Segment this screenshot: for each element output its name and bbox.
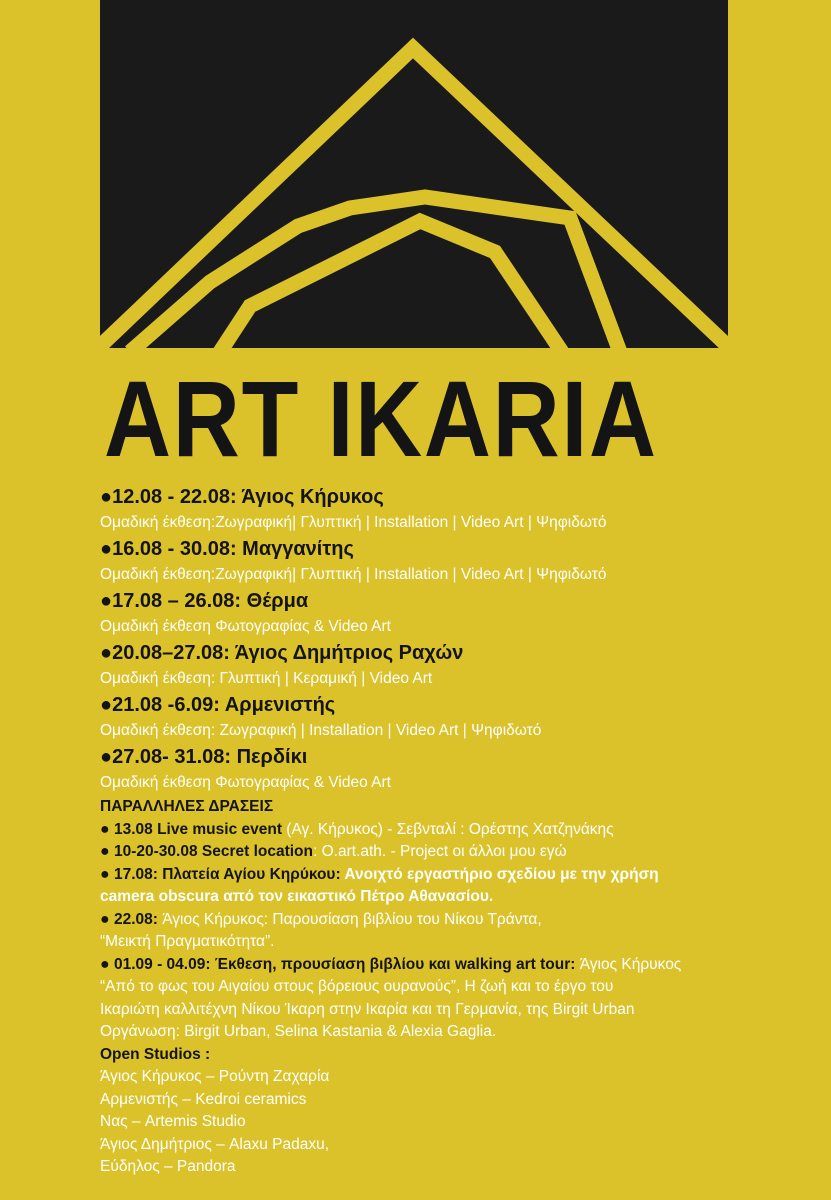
studio-name: Artemis Studio <box>144 1113 246 1130</box>
exhibition-item <box>100 744 820 796</box>
studio-place: Άγιος Δημήτριος – <box>100 1135 230 1153</box>
parallel-event <box>100 954 820 1044</box>
exhibition-item <box>100 692 820 744</box>
studio-item <box>100 1089 820 1112</box>
exhibition-item <box>100 640 820 692</box>
studio-name: Alaxu Padaxu, <box>229 1135 330 1153</box>
bullet-icon: ● <box>100 865 110 883</box>
exhibition-title: ●27.08- 31.08: Περδίκι <box>100 746 308 768</box>
exhibition-title: ●17.08 – 26.08: Θέρμα <box>100 590 309 612</box>
studio-item <box>100 1134 820 1157</box>
studio-item <box>100 1156 820 1179</box>
exhibition-item <box>100 588 820 640</box>
event-lead: 10-20-30.08 Secret location <box>109 843 313 860</box>
parallel-events-heading: ΠΑΡΑΛΛΗΛΕΣ ΔΡΑΣΕΙΣ <box>100 798 274 815</box>
parallel-event <box>100 864 820 909</box>
exhibition-description: Ομαδική έκθεση:Ζωγραφική| Γλυπτική | Installation | Video Art | Ψηφιδωτό <box>100 566 607 583</box>
exhibition-title: ●12.08 - 22.08: Άγιος Κήρυκος <box>100 486 384 508</box>
parallel-event <box>100 841 820 864</box>
studio-place: Εύδηλος – <box>100 1158 177 1175</box>
event-lead: 01.09 - 04.09: Έκθεση, προυσίαση βιβλίου και walking art tour: <box>109 955 580 973</box>
exhibition-item <box>100 484 820 536</box>
bullet-icon: ● <box>100 843 110 860</box>
studio-place: Νας – <box>100 1113 145 1130</box>
exhibition-description: Ομαδική έκθεση:Ζωγραφική| Γλυπτική | Installation | Video Art | Ψηφιδωτό <box>100 514 607 531</box>
parallel-event <box>100 909 820 954</box>
studio-item <box>100 1111 820 1134</box>
exhibition-description: Ομαδική έκθεση Φωτογραφίας & Video Art <box>100 618 391 635</box>
exhibition-item <box>100 536 820 588</box>
page-title: ART IKARIA <box>104 358 658 479</box>
exhibition-description: Ομαδική έκθεση Φωτογραφίας & Video Art <box>100 774 391 791</box>
event-detail-line: camera obscura από τον εικαστικό Πέτρο Αθανασίου. <box>100 888 494 905</box>
event-detail-line: “Από το φως του Αιγαίου στους βόρειους ουρανούς”, Η ζωή και το έργο του <box>100 978 614 995</box>
event-lead: 13.08 Live music event <box>109 820 287 838</box>
event-detail-line: “Μεικτή Πραγματικότητα”. <box>100 933 275 950</box>
event-detail: Ανοιχτό εργαστήριο σχεδίου με την χρήση <box>344 865 659 883</box>
studio-name: Pandora <box>176 1158 236 1175</box>
studio-place: Άγιος Κήρυκος – <box>100 1068 219 1085</box>
exhibition-title: ●16.08 - 30.08: Μαγγανίτης <box>100 538 354 560</box>
studio-item <box>100 1066 820 1089</box>
exhibition-description: Ομαδική έκθεση: Γλυπτική | Κεραμική | Video Art <box>100 670 433 687</box>
open-studios-heading: Open Studios : <box>100 1045 211 1063</box>
event-lead: 22.08: <box>109 910 163 928</box>
studio-name: Kedroi ceramics <box>195 1090 307 1108</box>
studio-place: Αρμενιστής – <box>100 1090 196 1108</box>
exhibition-title: ●21.08 -6.09: Αρμενιστής <box>100 694 336 716</box>
event-lead: 17.08: Πλατεία Αγίου Κηρύκου: <box>109 865 345 883</box>
event-detail: Παρουσίαση βιβλίου του Νίκου Τράντα, <box>272 910 542 928</box>
bullet-icon: ● <box>100 910 110 928</box>
event-detail: (Αγ. Κήρυκος) - Σεβνταλί : Ορέστης Χατζηνάκης <box>286 820 614 838</box>
event-detail-line: Οργάνωση: Birgit Urban, Selina Kastania & Alexia Gaglia. <box>100 1023 497 1040</box>
bullet-icon: ● <box>100 820 110 838</box>
event-location: Άγιος Κήρυκος <box>579 955 682 973</box>
bullet-icon: ● <box>100 955 110 973</box>
studio-name: Ρούντη Ζαχαρία <box>218 1068 330 1085</box>
mountain-logo-icon <box>100 0 728 348</box>
logo-panel <box>100 0 728 348</box>
event-listing <box>100 484 820 1179</box>
exhibition-description: Ομαδική έκθεση: Ζωγραφική | Installation | Video Art | Ψηφιδωτό <box>100 722 542 739</box>
event-detail-line: Ικαριώτη καλλιτέχνη Νίκου Ίκαρη στην Ικαρία και τη Γερμανία, της Birgit Urban <box>100 1000 635 1018</box>
event-location: Άγιος Κήρυκος: <box>162 910 273 928</box>
parallel-event <box>100 819 820 842</box>
event-detail: : O.art.ath. - Project οι άλλοι μου εγώ <box>313 843 567 860</box>
exhibition-title: ●20.08–27.08: Άγιος Δημήτριος Ραχών <box>100 642 464 664</box>
